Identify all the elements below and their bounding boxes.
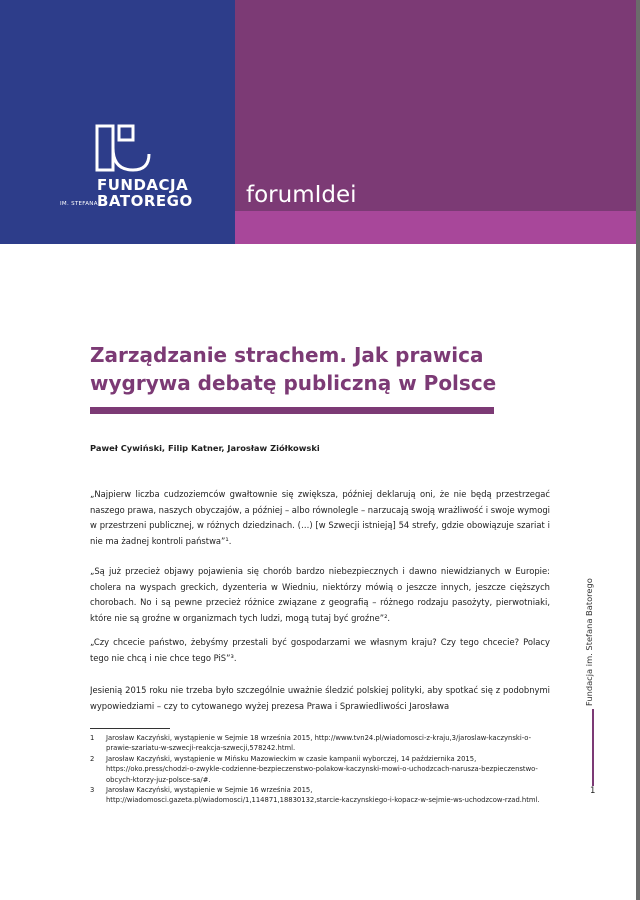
paragraph-4: Jesienią 2015 roku nie trzeba było szczególnie uważnie śledzić polskiej polityki, aby spotkać się z podobnymi wypowiedziami – czy to cytowanego wyżej prezesa Prawa i Sprawiedliwości Jarosława (90, 685, 550, 711)
article-authors: Paweł Cywiński, Filip Katner, Jarosław Ziółkowski (90, 443, 320, 453)
paragraph-1: „Najpierw liczba cudzoziemców gwałtownie się zwiększa, później deklarują oni, że nie będą przestrzegać naszego prawa, naszych obyczajów, a później – albo równolegle – narzucają swoją wrażliwość i swoje wymogi w przestrzeni publicznej, w różnych dziedzinach. (…) [w Szwecji istnieją] 54 strefy, gdzie obowiązuje szariat i nie ma żadnej kontroli państwa”¹. (90, 489, 550, 546)
header-pink-strip (235, 211, 640, 244)
viewer-edge (636, 0, 640, 900)
footnote-number: 3 (90, 786, 95, 795)
footnote-number: 1 (90, 734, 95, 742)
footnote-text: Jarosław Kaczyński, wystąpienie w Sejmie 16 września 2015, http://wiadomosci.gazeta.pl/wiadomosci/1,114871,18830132,starcie-kaczynskiego-i-kopacz-w-sejmie-ws-uchodzcow-rzad.html. (106, 786, 540, 805)
header-banner (0, 0, 640, 244)
footnote-2 (90, 754, 550, 785)
footnote-3 (90, 785, 550, 806)
title-underline (90, 407, 494, 414)
side-foundation-label: Fundacja im. Stefana Batorego (584, 578, 594, 706)
paragraph-2: „Są już przecież objawy pojawienia się chorób bardzo niebezpiecznych i dawno niewidzianych w Europie: cholera na wyspach greckich, dyzenteria w Wiedniu, niektórzy mówią o jeszcze innych, jeszcze cięższych chorobach. No i są pewne przecież różnice związane z geografią – różnego rodzaju pasożyty, pierwotniaki, które nie są groźne w organizmach tych ludzi, mogą tutaj być groźne”². (90, 566, 550, 623)
footnote-number: 2 (90, 754, 95, 763)
footnote-text: Jarosław Kaczyński, wystąpienie w Mińsku Mazowieckim w czasie kampanii wyborczej, 14 października 2015, https://oko.press/chodzi-o-zwykle-codzienne-bezpieczenstwo-polakow-kaczynski-mowi-o-uchodzcach-narusza-bezpieczenstwo-obcych-ktorzy-juz-polsce-sa/#. (106, 754, 538, 784)
logo-text-fundacja: FUNDACJA (97, 176, 189, 194)
page-number: 1 (590, 786, 596, 796)
fundacja-batorego-logo-icon (95, 124, 153, 174)
paragraph-4-container (90, 683, 550, 716)
article-title: Zarządzanie strachem. Jak prawica wygrywa debatę publiczną w Polsce (90, 343, 497, 395)
paragraph-3: „Czy chcecie państwo, żebyśmy przestali być gospodarzami we własnym kraju? Czy tego chcecie? Polacy tego nie chcą i nie chce tego PiS”³. (90, 637, 550, 663)
footnote-1 (90, 733, 550, 754)
header-purple-block (235, 0, 640, 211)
footnotes (90, 733, 550, 806)
logo-text-batorego: BATOREGO (97, 192, 193, 210)
footnote-divider (90, 728, 170, 729)
side-accent-bar (592, 709, 594, 786)
logo-text-im-stefana: IM. STEFANA (60, 201, 98, 207)
footnote-text: Jarosław Kaczyński, wystąpienie w Sejmie 18 września 2015, http://www.tvn24.pl/wiadomosci-z-kraju,3/jaroslaw-kaczynski-o-prawie-szariatu-w-szwecji-reakcja-szwecji,578242.html. (106, 734, 532, 753)
series-title: forumIdei (246, 182, 357, 208)
